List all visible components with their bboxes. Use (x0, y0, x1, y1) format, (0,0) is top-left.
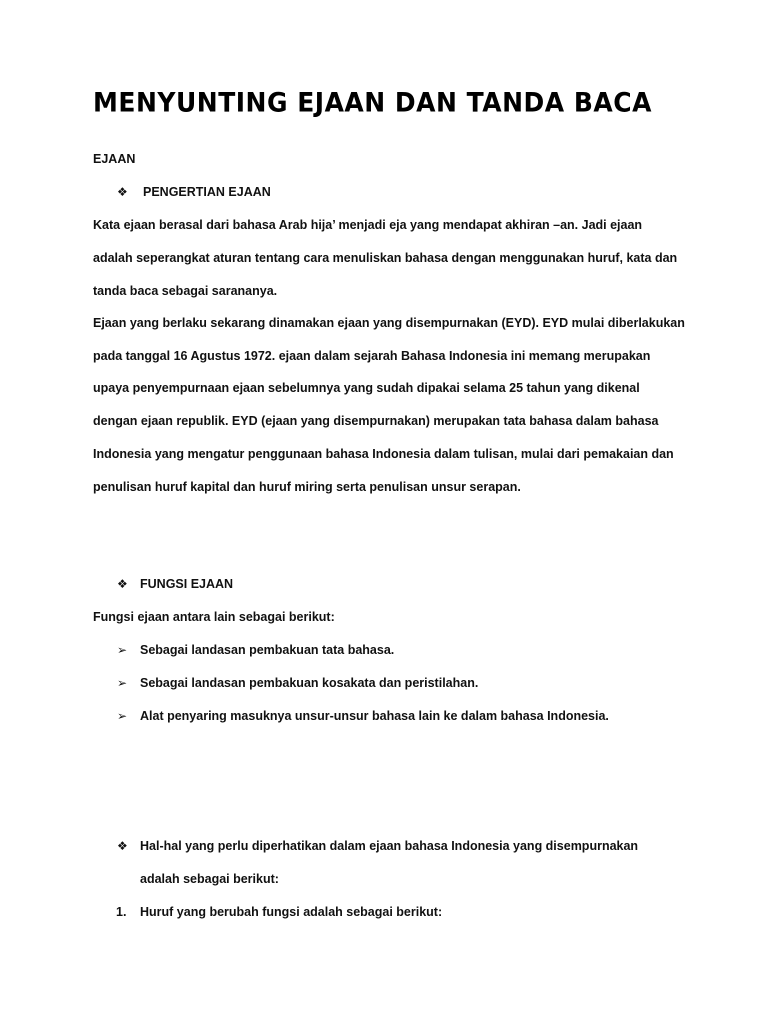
diamond-bullet-icon: ❖ (117, 185, 128, 199)
fungsi-heading: FUNGSI EJAAN (140, 577, 234, 591)
hal-line: Hal-hal yang perlu diperhatikan dalam ejaan bahasa Indonesia yang disempurnakan (140, 839, 639, 853)
arrow-bullet-icon: ➢ (117, 643, 128, 657)
list-item: Sebagai landasan pembakuan kosakata dan peristilahan. (140, 676, 479, 690)
list-item: Alat penyaring masuknya unsur-unsur bahasa lain ke dalam bahasa Indonesia. (140, 709, 609, 723)
arrow-bullet-icon: ➢ (117, 709, 128, 723)
diamond-bullet-icon: ❖ (117, 839, 128, 853)
document-title: MENYUNTING EJAAN DAN TANDA BACA (93, 87, 652, 118)
paragraph-line: Ejaan yang berlaku sekarang dinamakan ejaan yang disempurnakan (EYD). EYD mulai diberlakukan (93, 316, 685, 330)
list-number: 1. (116, 905, 127, 919)
pengertian-heading: PENGERTIAN EJAAN (143, 185, 271, 199)
paragraph-line: tanda baca sebagai sarananya. (93, 284, 278, 298)
paragraph-line: pada tanggal 16 Agustus 1972. ejaan dalam sejarah Bahasa Indonesia ini memang merupakan (93, 349, 651, 363)
numbered-item: Huruf yang berubah fungsi adalah sebagai berikut: (140, 905, 443, 919)
paragraph-line: Kata ejaan berasal dari bahasa Arab hija’ menjadi eja yang mendapat akhiran –an. Jadi ejaan (93, 218, 643, 232)
fungsi-intro: Fungsi ejaan antara lain sebagai berikut: (93, 610, 335, 624)
arrow-bullet-icon: ➢ (117, 676, 128, 690)
paragraph-line: dengan ejaan republik. EYD (ejaan yang disempurnakan) merupakan tata bahasa dalam bahasa (93, 414, 659, 428)
paragraph-line: upaya penyempurnaan ejaan sebelumnya yang sudah dipakai selama 25 tahun yang dikenal (93, 381, 640, 395)
paragraph-line: Indonesia yang mengatur penggunaan bahasa Indonesia dalam tulisan, mulai dari pemakaian dan (93, 447, 674, 461)
diamond-bullet-icon: ❖ (117, 577, 128, 591)
paragraph-line: penulisan huruf kapital dan huruf miring serta penulisan unsur serapan. (93, 480, 521, 494)
list-item: Sebagai landasan pembakuan tata bahasa. (140, 643, 395, 657)
section-label: EJAAN (93, 152, 136, 166)
hal-line: adalah sebagai berikut: (140, 872, 279, 886)
paragraph-line: adalah seperangkat aturan tentang cara menuliskan bahasa dengan menggunakan huruf, kata dan (93, 251, 678, 265)
